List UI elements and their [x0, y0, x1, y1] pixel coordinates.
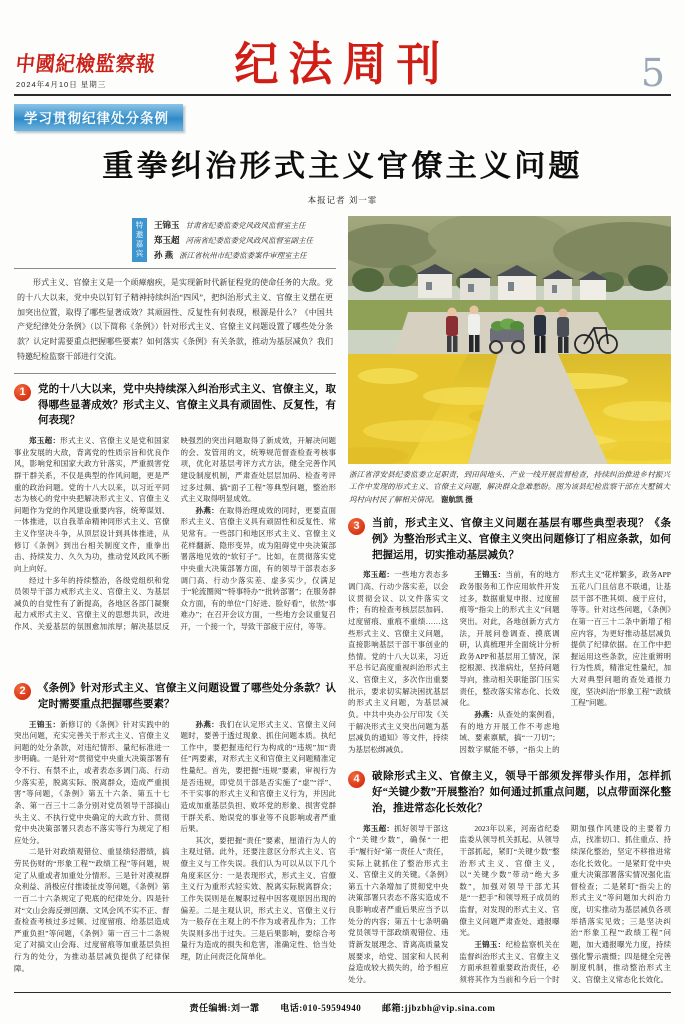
answer-paragraph [459, 569, 559, 709]
guest-row [154, 234, 313, 246]
speaker-name: 孙燕： [195, 505, 219, 515]
paragraph-text: 纪检监察机关在监督纠治形式主义、官僚主义方面承担着重要政治责任，必须将其作为当前和今后一个时期加强作风建设的主要着力点，找准切口、抓住重点、持续深化整治，坚定不移推进常态化长效化。一是紧盯党中央重大决策部署落实情况强化监督检查；二是紧盯“指尖上的形式主义”等问题加大纠治力度，切实推动为基层减负各项举措落实见效；三是坚决纠治“形象工程”“政绩工程”问题，加大通报曝光力度，持续强化警示震慑；四是健全完善制度机制，推动整治形式主义、官僚主义常态化长效化。 [459, 823, 671, 984]
answer-paragraph [181, 835, 337, 963]
answer-paragraph [459, 823, 559, 939]
page-number: 5 [640, 51, 665, 95]
question-1-number-badge: 1 [14, 384, 31, 401]
paragraph-text: 抓好领导干部这个“关键少数”，确保“一把手”履行好“第一责任人”责任，实际上就抓住了整治形式主义、官僚主义的关键。《条例》第五十六条增加了贯彻党中央决策部署只表态不落实造成不良影响或者严重后果应当予以处分的内容；第五十七条明确党员领导干部政绩观错位、违背新发展理念、背离高质量发展要求，给党、国家和人民利益造成较大损失的，给予相应处分。 [348, 823, 449, 984]
intro-box [14, 268, 336, 374]
paragraph-text: 经过十多年的持续整治，各级党组织和党员领导干部力戒形式主义、官僚主义、为基层减负的自觉性有了新提高，各地区各部门凝聚起力戒形式主义、官僚主义的思想共识，改进作风、关爱基层的氛围愈加浓厚；解决基层反映强烈的突出问题取得了新成效，开解决问题的会、发管用的文，统筹规范督查检查考核事项，优化对基层考评方式方法，健全完善作风建设制度机制，严肃查处层层加码、检查考评过多过频、搞“面子工程”等典型问题，整治形式主义取得明显成效。 [14, 436, 336, 632]
footer-email: 邮箱:jjbzbh@vip.sina.com [382, 1003, 496, 1013]
guest-box [132, 218, 336, 262]
paragraph-text: 我们在认定形式主义、官僚主义问题时，要善于透过现象、抓住问题本质。执纪工作中，要把握违纪行为构成的“违规”加“责任”两要素，对形式主义和官僚主义问题精准定性量纪。首先，要把握“违规”要素，审视行为是否违规，即党员干部是否实施了“虚”“浮”、不干实事的形式主义和官僚主义行为，并因此造成加重基层负担、败坏党的形象、损害党群干群关系、贻误党的事业等不良影响或者严重后果。 [180, 719, 336, 834]
answer-paragraph [181, 719, 337, 835]
paragraph-text: 当前，有的地方政务服务和工作应用软件开发过多，数据重复申报、过度留痕等“指尖上的形式主义”问题突出。对此，各地创新方式方法，开展问卷调查、摸底调研，认真梳理并全面统计分析政务APP和基层用工情况，深挖根源、找准病灶，坚持问题导向，推动相关职能部门压实责任，整改落实常态化、长效化。 [459, 570, 560, 708]
article-title: 重拳纠治形式主义官僚主义问题 [102, 150, 583, 183]
paragraph-text: 新修订的《条例》针对实践中的突出问题，充实完善关于形式主义、官僚主义问题的处分条款，对违纪情形、量纪标准进一步明确。一是针对“贯彻党中央重大决策部署有令不行、有禁不止，或者表态多调门高、行动少落实差，脱离实际、脱离群众，造成严重损害”等问题，《条例》第五十六条、第五十七条、第一百三十二条分别对党员领导干部搞山头主义、不执行党中央确定的大政方针、贯彻党中央决策部署只表态不落实等行为规定了相应处分。 [14, 719, 170, 845]
question-1-title: 党的十八大以来，党中央持续深入纠治形式主义、官僚主义，取得哪些显著成效？形式主义、官僚主义具有顽固性、反复性，有何表现？ [38, 383, 336, 427]
photo-credit: 谢航凯 摄 [440, 494, 473, 504]
right-text-block [348, 216, 671, 1008]
answer-paragraph [14, 719, 170, 847]
guest-title: 河南省纪委监委党风政风监督室副主任 [185, 236, 314, 245]
guest-row [154, 249, 313, 261]
paragraph-text: 其次，要把握“责任”要素，厘清行为人的主观过错。此外，还要注意区分形式主义、官僚主义与工作失误。我们认为可以从以下几个角度来区分：一是表现形式，形式主义、官僚主义行为重形式轻实效、脱离实际脱离群众；工作失误则是在履职过程中因客观原因出现的偏差。二是主观认识，形式主义、官僚主义行为一般存在主观上的不作为或者乱作为；工作失误则多出于过失。三是后果影响，要综合考量行为造成的损失和危害，准确定性、恰当处理，防止问责泛化简单化。 [180, 835, 336, 962]
paragraph-text: 二是针对政绩观错位、重显绩轻潜绩，搞劳民伤财的“形象工程”“政绩工程”等问题，规定了从重或者加重处分情形。三是针对漠视群众利益、消极应付推诿扯皮等问题，《条例》第一百二十六条规定了兜底的纪律处分。四是针对“文山会海反弹回潮、文风会风不实不正、督查检查考核过多过频、过度留痕、给基层造成严重负担”等问题，《条例》第一百三十二条规定了对搞文山会海、过度留痕等加重基层负担行为的处分，为推动基层减负提供了纪律保障。 [14, 847, 170, 973]
footer-phone: 电话:010-59594940 [280, 1003, 362, 1013]
question-3-heading [348, 516, 671, 563]
answer-paragraph [348, 823, 448, 986]
paper-logo: 中國紀檢監察報 [14, 53, 157, 77]
footer-rule [14, 992, 671, 993]
paragraph-text: 形式主义、官僚主义是党和国家事业发展的大敌，背离党的性质宗旨和优良作风，影响党和国家大政方针落实，严重损害党群干群关系，不仅是典型的作风问题，更是严重的政治问题。党的十八大以来，以习近平同志为核心的党中央把解决形式主义、官僚主义问题作为党的作风建设重要内容，统筹谋划、一体推进，以自我革命精神同形式主义、官僚主义作坚决斗争，从顶层设计到具体推进，从修订《条例》到出台相关制度文件，重拳出击、持续发力、久久为功，推动党风政风不断向上向好。 [14, 436, 170, 573]
weekly-title: 纪法周刊 [234, 39, 451, 91]
question-4-heading [348, 769, 671, 816]
question-2-number-badge: 2 [14, 683, 31, 700]
left-text-block [14, 216, 336, 1008]
question-3-number-badge: 3 [348, 518, 365, 535]
guest-title: 甘肃省纪委监委党风政风监督室主任 [185, 221, 306, 230]
paragraph-text: 在取得治理成效的同时，更要直面形式主义、官僚主义具有顽固性和反复性、常见常有。一些部门和地区形式主义、官僚主义花样翻新、隐形变异，成为阻碍党中央决策部署落地见效的“软钉子”。比如，在贯彻落实党中央重大决策部署方面，有的领导干部表态多调门高、行动少落实差、虚多实少，仅满足于“轮流圈阅”“特事特办”“批转部署”；在服务群众方面，有的单位“门好进、脸好看”，依然“事难办”；在召开会议方面，一些地方会议重复召开，一个接一个，导致干部疲于应付，等等。 [180, 505, 336, 632]
byline: 本报记者 刘一霏 [307, 195, 378, 205]
photo-caption [348, 464, 671, 512]
masthead [14, 10, 671, 95]
question-4-title: 破除形式主义、官僚主义，领导干部须发挥带头作用，怎样抓好“关键少数”开展整治？如何通过抓重点问题，以点带面深化整治，推进常态化长效化？ [372, 771, 671, 814]
answer-paragraph [181, 505, 337, 633]
intro-paragraph: 形式主义、官僚主义是一个顽瘴痼疾，是实现新时代新征程党的使命任务的大敌。党的十八大以来，党中央以钉钉子精神持续纠治“四风”，把纠治形式主义、官僚主义摆在更加突出位置，取得了哪些显著成效？其顽固性、反复性有何表现，根源是什么？《中国共产党纪律处分条例》（以下简称《条例》）针对形式主义、官僚主义问题设置了哪些处分条款？认定时需要重点把握哪些要素？如何落实《条例》有关条款，推动为基层减负？我们特邀纪检监察干部进行交流。 [17, 278, 333, 361]
footer-editor: 责任编辑:刘一霏 [189, 1003, 260, 1013]
speaker-name: 郑玉超： [363, 570, 395, 580]
speaker-name: 孙燕： [474, 709, 498, 719]
masthead-date: 2024年4月10日 星期三 [16, 80, 107, 89]
speaker-name: 郑玉超： [29, 436, 61, 446]
guest-name: 孙 燕 [154, 250, 174, 260]
question-2-title: 《条例》针对形式主义、官僚主义问题设置了哪些处分条款？认定时需要重点把握哪些要素？ [38, 683, 336, 710]
question-3-title: 当前，形式主义、官僚主义问题在基层有哪些典型表现？《条例》为整治形式主义、官僚主义突出问题修订了相应条款，如何把握运用，切实推动基层减负？ [372, 518, 671, 561]
speaker-name: 孙燕： [195, 719, 219, 729]
paragraph-text: 2023年以来，河南省纪委监委从领导机关抓起、从领导干部抓起，紧盯“关键少数”整治形式主义、官僚主义，以“关键少数”带动“绝大多数”，加强对领导干部尤其是“一把手”和领导班子成员的监督，对发现的形式主义、官僚主义问题严肃查处、通报曝光。 [459, 823, 560, 938]
speaker-name: 王锦玉： [474, 570, 506, 580]
paragraph-text: 一些地方表态多调门高、行动少落实差，以会议贯彻会议、以文件落实文件；有的检查考核层层加码、过度留痕、重痕不重绩……这些形式主义、官僚主义问题，直接影响基层干部干事创业的热情。党的十八大以来，习近平总书记高度重视纠治形式主义、官僚主义，多次作出重要批示，要求切实解决困扰基层的形式主义问题，为基层减负。中共中央办公厅印发《关于解决形式主义突出问题为基层减负的通知》等文件，持续为基层松绑减负。 [348, 570, 449, 754]
speaker-name: 王锦玉： [474, 939, 506, 949]
series-badge: 学习贯彻纪律处分条例 [14, 104, 183, 131]
speaker-name: 王锦玉： [29, 719, 61, 729]
answer-paragraph [14, 846, 170, 974]
guest-name: 王锦玉 [154, 220, 180, 230]
paragraph-text: 从查处的案例看，有的地方开展工作不考虑地域、要素禀赋，搞“一刀切”；因数字赋能不够，“指尖上的形式主义”花样繁多，政务APP五花八门且信息不联通，让基层干部不胜其烦、疲于应付，等等。针对这些问题，《条例》在第一百三十二条中新增了相应内容，为更好推动基层减负提供了纪律依据。在工作中把握运用这些条款，应注重辨明行为性质，精准定性量纪，加大对典型问题的查处通报力度，坚决纠治“形象工程”“政绩工程”问题。 [459, 570, 671, 754]
field-photo [348, 216, 671, 464]
page-footer [0, 992, 685, 1024]
question-2-answer [14, 719, 336, 1024]
guest-name: 郑玉超 [154, 235, 180, 245]
speaker-name: 郑玉超： [363, 823, 395, 833]
question-4-answer [348, 823, 671, 1009]
answer-paragraph [348, 569, 448, 755]
caption-text: 浙江省淳安县纪委监委立足职责，到田间地头、产业一线开展监督检查，持续纠治推进乡村振兴工作中发现的形式主义、官僚主义问题，解决群众急难愁盼。图为该县纪检监察干部在大墅镇大坞村向村民了解相关情况。 [349, 470, 670, 504]
question-4-number-badge: 4 [348, 771, 365, 788]
guest-title: 浙江省杭州市纪委监委案件审理室主任 [179, 251, 307, 260]
question-2-heading [14, 681, 336, 713]
answer-paragraph [14, 435, 170, 575]
question-3-answer [348, 569, 671, 765]
question-1-answer [14, 435, 336, 677]
question-1-heading [14, 382, 336, 429]
guest-label: 特邀嘉宾 [132, 218, 147, 262]
guest-row [154, 219, 313, 231]
